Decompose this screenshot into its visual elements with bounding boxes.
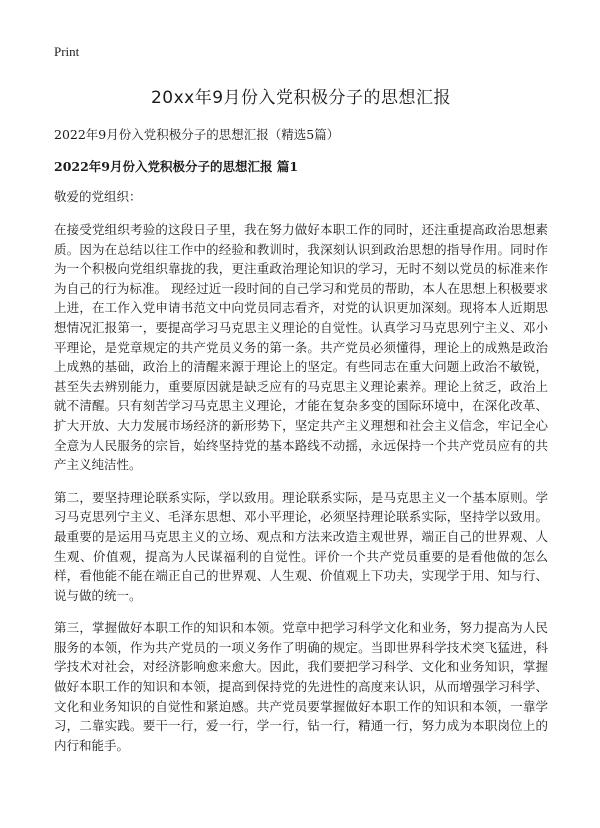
paragraph-3: 第三，掌握做好本职工作的知识和本领。党章中把学习科学文化和业务，努力提高为人民服务的本领，作为共产党员的一项义务作了明确的规定。当即世界科学技术突飞猛进，科学技术对社会，对经济影响愈来愈大。因此，我们要把学习科学、文化和业务知识，掌握做好本职工作的知识和本领，提高到保持党的先进性的高度来认识，从而增强学习科学、文化和业务知识的自觉性和紧迫感。共产党员要掌握做好本职工作的知识和本领，一靠学习，二靠实践。要干一行，爱一行，学一行，钻一行，精通一行，努力成为本职岗位上的内行和能手。 <box>54 620 548 753</box>
document-title: 20xx年9月份入党积极分子的思想汇报 <box>150 88 452 108</box>
paragraph-1: 在接受党组织考验的这段日子里，我在努力做好本职工作的同时，还注重提高政治思想素质。因为在总结以往工作中的经验和教训时，我深刻认识到政治思想的指导作用。同时作为一个积极向党组织靠拢的我，更注重政治理论知识的学习，无时不刻以党员的标准来作为自己的行为标准。 现经过近一段时间的自己学习和党员的帮助，本人在思想上积极要求上进，在工作入党申请书范文中向党员同志看齐，对党的认识更加深刻。现将本人近期思想情况汇报第一，要提高学习马克思主义理论的自觉性。认真学习马克思列宁主义、邓小平理论，是党章规定的共产党员义务的第一条。共产党员必须懂得，理论上的成熟是政治上成熟的基础，政治上的清醒来源于理论上的坚定。有些同志在重大问题上政治不敏锐，甚至失去辨别能力，重要原因就是缺乏应有的马克思主义理论素养。理论上贫乏，政治上就不清醒。只有刻苦学习马克思主义理论，才能在复杂多变的国际环境中，在深化改革、扩大开放、大力发展市场经济的新形势下，坚定共产主义理想和社会主义信念，牢记全心全意为人民服务的宗旨，始终坚持党的基本路线不动摇，永远保持一个共产党员应有的共产主义纯洁性。 <box>54 222 548 473</box>
paragraph-2: 第二，要坚持理论联系实际，学以致用。理论联系实际，是马克思主义一个基本原则。学习马克思列宁主义、毛泽东思想、邓小平理论，必须坚持理论联系实际，坚持学以致用。最重要的是运用马克思主义的立场、观点和方法来改造主观世界，端正自己的世界观、人生观、价值观，提高为人民谋福利的自觉性。评价一个共产党员重要的是看他做的怎么样，看他能不能在端正自己的世界观、人生观、价值观上下功夫，实现学于用、知与行、说与做的统一。 <box>54 489 548 603</box>
salutation: 敬爱的党组织： <box>54 189 142 204</box>
section-heading: 2022年9月份入党积极分子的思想汇报 篇1 <box>54 159 299 174</box>
document-subtitle: 2022年9月份入党积极分子的思想汇报（精选5篇） <box>54 127 340 142</box>
print-link[interactable]: Print <box>54 44 80 59</box>
